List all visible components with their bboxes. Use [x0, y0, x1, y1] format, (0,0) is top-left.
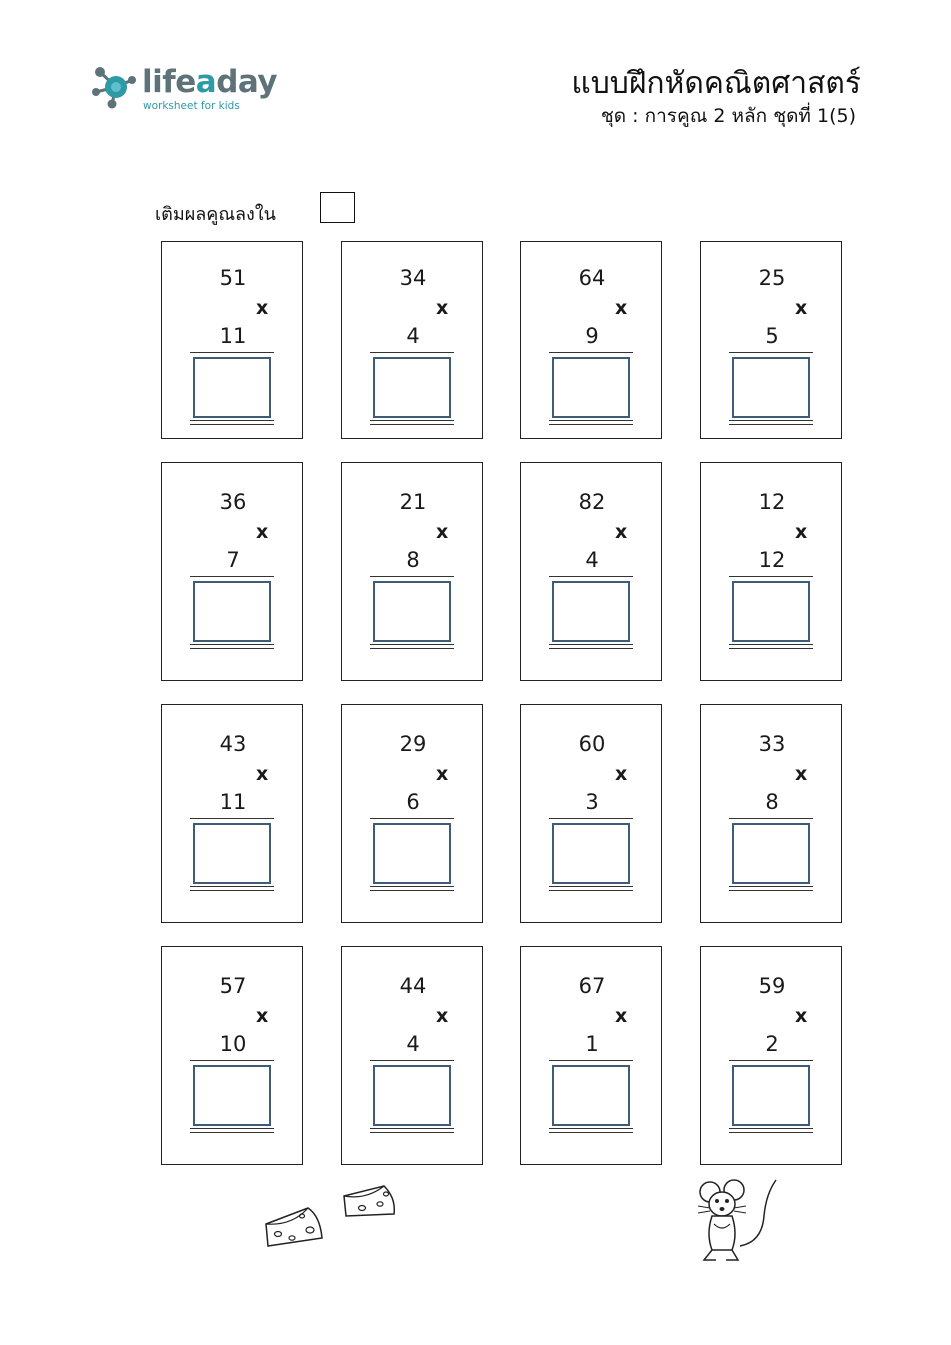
multiply-sign: x [256, 763, 269, 785]
double-underline [370, 886, 454, 891]
molecule-logo-icon [90, 62, 140, 112]
multiply-sign: x [795, 1005, 808, 1027]
problem-card [700, 241, 842, 439]
problem-card [341, 241, 483, 439]
multiplicand: 57 [219, 974, 247, 998]
sum-line [549, 818, 633, 819]
multiplicand: 36 [219, 490, 247, 514]
multiply-sign: x [436, 1005, 449, 1027]
sum-line [370, 576, 454, 577]
problem-card [341, 704, 483, 923]
sum-line [190, 576, 274, 577]
problem-card [520, 946, 662, 1165]
multiplicand: 67 [578, 974, 606, 998]
answer-box[interactable] [732, 357, 810, 418]
problem-card [520, 462, 662, 681]
multiply-sign: x [615, 763, 628, 785]
double-underline [190, 644, 274, 649]
cheese-icon [340, 1184, 400, 1224]
multiply-sign: x [436, 521, 449, 543]
multiplier: 6 [406, 790, 420, 814]
answer-box[interactable] [732, 823, 810, 884]
double-underline [190, 1128, 274, 1133]
multiply-sign: x [795, 521, 808, 543]
multiplier: 2 [765, 1032, 779, 1056]
multiplier: 4 [585, 548, 599, 572]
double-underline [549, 1128, 633, 1133]
multiplicand: 34 [399, 266, 427, 290]
multiplier: 4 [406, 324, 420, 348]
sum-line [549, 352, 633, 353]
multiplicand: 33 [758, 732, 786, 756]
double-underline [190, 420, 274, 425]
worksheet-title: แบบฝึกหัดคณิตศาสตร์ [571, 66, 861, 101]
sum-line [729, 1060, 813, 1061]
answer-box[interactable] [193, 823, 271, 884]
multiplier: 7 [226, 548, 240, 572]
multiplier: 5 [765, 324, 779, 348]
multiplier: 8 [406, 548, 420, 572]
double-underline [370, 644, 454, 649]
problem-card [161, 462, 303, 681]
answer-box[interactable] [732, 1065, 810, 1126]
instruction-sample-box [320, 192, 355, 223]
sum-line [729, 352, 813, 353]
sum-line [370, 1060, 454, 1061]
double-underline [190, 886, 274, 891]
answer-box[interactable] [552, 357, 630, 418]
problem-card [161, 704, 303, 923]
answer-box[interactable] [193, 581, 271, 642]
multiply-sign: x [256, 521, 269, 543]
multiplier: 10 [219, 1032, 247, 1056]
answer-box[interactable] [373, 581, 451, 642]
problem-card [700, 946, 842, 1165]
multiply-sign: x [436, 763, 449, 785]
multiplicand: 59 [758, 974, 786, 998]
logo-wordmark: lifeaday [142, 64, 278, 100]
worksheet-subtitle: ชุด : การคูณ 2 หลัก ชุดที่ 1(5) [600, 105, 856, 127]
instruction-text: เติมผลคูณลงใน [155, 204, 276, 225]
answer-box[interactable] [193, 1065, 271, 1126]
multiply-sign: x [795, 763, 808, 785]
double-underline [370, 420, 454, 425]
multiplicand: 43 [219, 732, 247, 756]
double-underline [549, 644, 633, 649]
sum-line [549, 1060, 633, 1061]
mouse-icon [692, 1176, 782, 1268]
answer-box[interactable] [552, 823, 630, 884]
multiplicand: 64 [578, 266, 606, 290]
multiplier: 11 [219, 790, 247, 814]
answer-box[interactable] [373, 357, 451, 418]
multiplicand: 82 [578, 490, 606, 514]
double-underline [729, 1128, 813, 1133]
problem-card [161, 946, 303, 1165]
double-underline [729, 886, 813, 891]
sum-line [729, 576, 813, 577]
multiply-sign: x [615, 1005, 628, 1027]
multiply-sign: x [615, 521, 628, 543]
multiplier: 11 [219, 324, 247, 348]
multiplier: 9 [585, 324, 599, 348]
double-underline [549, 886, 633, 891]
multiplier: 8 [765, 790, 779, 814]
sum-line [370, 818, 454, 819]
multiplicand: 60 [578, 732, 606, 756]
problem-card [520, 704, 662, 923]
answer-box[interactable] [732, 581, 810, 642]
sum-line [370, 352, 454, 353]
multiply-sign: x [795, 297, 808, 319]
multiplicand: 51 [219, 266, 247, 290]
logo-tagline: worksheet for kids [143, 100, 240, 112]
sum-line [729, 818, 813, 819]
double-underline [729, 420, 813, 425]
multiply-sign: x [256, 297, 269, 319]
problem-card [341, 946, 483, 1165]
problem-card [161, 241, 303, 439]
multiplicand: 21 [399, 490, 427, 514]
sum-line [190, 352, 274, 353]
multiplier: 1 [585, 1032, 599, 1056]
problem-card [700, 462, 842, 681]
double-underline [549, 420, 633, 425]
multiply-sign: x [615, 297, 628, 319]
multiplicand: 12 [758, 490, 786, 514]
multiplicand: 44 [399, 974, 427, 998]
multiply-sign: x [256, 1005, 269, 1027]
answer-box[interactable] [552, 1065, 630, 1126]
answer-box[interactable] [552, 581, 630, 642]
multiplicand: 25 [758, 266, 786, 290]
cheese-icon [262, 1204, 326, 1252]
problem-card [520, 241, 662, 439]
double-underline [729, 644, 813, 649]
multiply-sign: x [436, 297, 449, 319]
double-underline [370, 1128, 454, 1133]
multiplier: 4 [406, 1032, 420, 1056]
multiplier: 12 [758, 548, 786, 572]
sum-line [549, 576, 633, 577]
answer-box[interactable] [373, 823, 451, 884]
problem-card [341, 462, 483, 681]
answer-box[interactable] [373, 1065, 451, 1126]
answer-box[interactable] [193, 357, 271, 418]
problem-card [700, 704, 842, 923]
multiplier: 3 [585, 790, 599, 814]
multiplicand: 29 [399, 732, 427, 756]
lifeaday-logo [90, 62, 280, 117]
sum-line [190, 818, 274, 819]
sum-line [190, 1060, 274, 1061]
